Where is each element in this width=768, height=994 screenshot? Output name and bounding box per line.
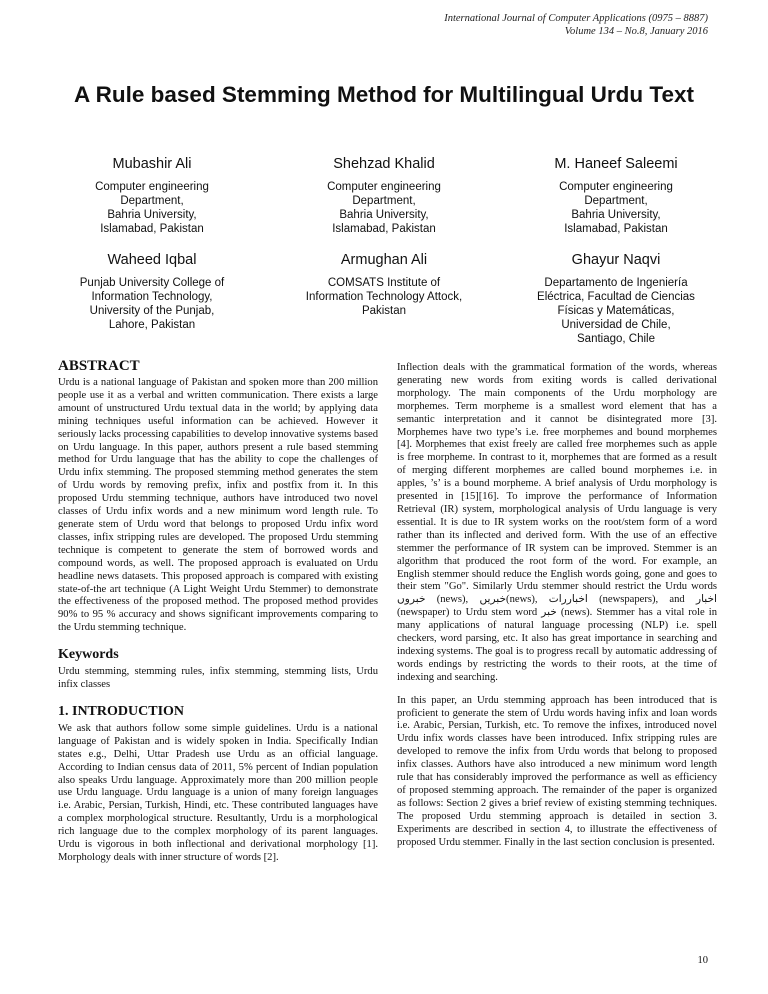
- author-block-6: [510, 252, 722, 346]
- running-header: [288, 12, 708, 38]
- volume-line: Volume 134 – No.8, January 2016: [564, 26, 708, 37]
- affiliation-line: Departamento de Ingeniería: [544, 277, 688, 289]
- affiliation-line: COMSATS Institute of: [327, 277, 441, 289]
- author-affiliation: [510, 180, 722, 236]
- affiliation-line: Universidad de Chile,: [561, 319, 671, 331]
- author-name: M. Haneef Saleemi: [554, 156, 678, 172]
- body-paragraph: Inflection deals with the grammatical formation of the words, whereas generating new words from exiting words is called derivational morphology. The main components of the Urdu morphology are morphemes. Term morpheme is a smallest word element that has a semantic interpretation and it cannot be disintegrated more [3]. Morphemes have two type’s i.e. free morphemes and bound morphemes [4]. Morphemes that exist freely are called free morphemes such as apple is free morpheme. In contrast to it, morphemes that are formed as a result of merging different morphemes are called bound morphemes i.e. in apples, ’s’ is a bound morpheme. A brief analysis of Urdu morphology is presented in [15][16]. To improve the performance of Information Retrieval (IR) system, morphological analysis of Urdu language is very essential. It is due to IR system works on the root/stem form of a word rather than its inflected and derived form. With the use of an effective stemmer the performance of IR system can be improved. Stemmer is an algorithm that produced the root form of the word. For example, an English stemmer should reduce the English words going, gone and goes to their stem "Go". Similarly Urdu stemmer should restrict the Urdu words خبروں (news), خبریں(news), اخباررات (newspapers), and اخبار (newspaper) to Urdu stem word خبر (news). Stemmer has a vital role in many applications of natural language processing (NLP) i.e. spell checkers, word parsing, etc. It also has great importance in searching and indexing systems. The goal is to progress recall by automatic addressing of words endings by restricting the words to their roots, at the time of indexing and searching.: [397, 362, 717, 683]
- author-block-4: [46, 252, 258, 332]
- author-name: Ghayur Naqvi: [571, 252, 661, 268]
- page-number: 10: [697, 955, 708, 966]
- affiliation-line: Computer engineering: [95, 181, 209, 193]
- affiliation-line: Information Technology,: [91, 291, 213, 303]
- affiliation-line: Punjab University College of: [79, 277, 225, 289]
- introduction-text: We ask that authors follow some simple guidelines. Urdu is a national language of Pakistan and is widely spoken in India. Specifically Indian states e.g., Delhi, Uttar Pradesh use Urdu as an official language. According to Indian census data of 2011, 5% percent of Indian population also speaks Urdu language. Approximately more than 200 million people use Urdu language. Urdu language is a union of many foreign languages i.e. Arabic, Persian, Turkish, Hindi, etc. These contributed languages have a complex morphological structure. Resultantly, Urdu is a morphological rich language due to the complex morphology of its parent languages. Urdu is vigorous in both inflectional and derivational morphology [1]. Morphology deals with inner structure of words [2].: [58, 722, 378, 863]
- affiliation-line: Pakistan: [361, 305, 407, 317]
- abstract-heading: ABSTRACT: [58, 358, 140, 374]
- abstract-text: Urdu is a national language of Pakistan and spoken more than 200 million people use it as a verbal and written communication. There exists a large amount of unstructured Urdu textual data in the world; by applying data mining techniques useful information can be achieved. However it seriously lacks processing capabilities to develop innovative systems based on Urdu language. In this paper, authors present a rule based stemming method for Urdu language that has the ability to cope the challenges of Urdu infix stemming. The proposed stemming method generates the stem of Urdu words by removing prefix, infix and postfix from it. In this proposed Urdu stemming technique, authors have introduced two novel classes of Urdu infix words and a new minimum word length rule. To generate stem of Urdu word that belongs to proposed Urdu infix word classes, infix stripping rules are developed. The proposed Urdu stemming technique is competent to generate the stem of borrowed words and compound words, as well. The proposed approach is evaluated on Urdu headline news datasets. This proposed approach is compared with existing state-of-the art technique (A Light Weight Urdu Stemmer) to demonstrate the effectiveness of the proposed method. The proposed method provides 90% to 95 % accuracy and shows significant improvements comparing to the Urdu stemming technique.: [58, 377, 378, 634]
- introduction-heading: 1. INTRODUCTION: [58, 703, 185, 719]
- author-affiliation: [278, 180, 490, 236]
- author-name: Waheed Iqbal: [107, 252, 197, 268]
- left-column: [58, 358, 378, 875]
- affiliation-line: University of the Punjab,: [89, 305, 215, 317]
- author-block-5: [278, 252, 490, 318]
- author-name: Shehzad Khalid: [333, 156, 435, 172]
- affiliation-line: Islamabad, Pakistan: [564, 223, 668, 235]
- affiliation-line: Information Technology Attock,: [305, 291, 463, 303]
- author-affiliation: [46, 180, 258, 236]
- affiliation-line: Computer engineering: [327, 181, 441, 193]
- affiliation-line: Físicas y Matemáticas,: [557, 305, 675, 317]
- author-block-2: [278, 156, 490, 236]
- affiliation-line: Bahria University,: [339, 209, 429, 221]
- affiliation-line: Lahore, Pakistan: [108, 319, 196, 331]
- author-name: Armughan Ali: [340, 252, 428, 268]
- right-column: [397, 362, 717, 860]
- keywords-heading: Keywords: [58, 647, 119, 663]
- affiliation-line: Santiago, Chile: [577, 333, 655, 345]
- author-affiliation: [278, 276, 490, 318]
- author-affiliation: [46, 276, 258, 332]
- affiliation-line: Department,: [120, 195, 184, 207]
- affiliation-line: Bahria University,: [107, 209, 197, 221]
- author-block-1: [46, 156, 258, 236]
- author-block-3: [510, 156, 722, 236]
- affiliation-line: Islamabad, Pakistan: [100, 223, 204, 235]
- affiliation-line: Department,: [584, 195, 648, 207]
- body-paragraph: In this paper, an Urdu stemming approach has been introduced that is proficient to generate the stem of Urdu words having infix and loan words i.e. Arabic, Persian, Turkish, etc. To remove the infixes, introduced novel Urdu infix words classes have been introduced. Infix stripping rules are developed to remove the infix from Urdu words that belong to proposed infix classes. Authors have also introduced a new minimum word length rule that has considerably improved the performance as well as efficiency of proposed stemming approach. The remainder of the paper is organized as follows: Section 2 gives a brief review of existing stemming techniques. The proposed Urdu stemming approach is detailed in section 3. Experiments are described in section 4, to illustrate the effectiveness of proposed Urdu stemmer. Finally in the last section conclusion is presented.: [397, 694, 717, 848]
- affiliation-line: Bahria University,: [571, 209, 661, 221]
- affiliation-line: Computer engineering: [559, 181, 673, 193]
- affiliation-line: Eléctrica, Facultad de Ciencias: [537, 291, 695, 303]
- keywords-text: Urdu stemming, stemming rules, infix stemming, stemming lists, Urdu infix classes: [58, 666, 378, 691]
- affiliation-line: Department,: [352, 195, 416, 207]
- author-name: Mubashir Ali: [112, 156, 192, 172]
- author-affiliation: [510, 276, 722, 346]
- journal-line: International Journal of Computer Applications (0975 – 8887): [444, 13, 708, 24]
- paper-title: A Rule based Stemming Method for Multilingual Urdu Text: [73, 82, 694, 107]
- affiliation-line: Islamabad, Pakistan: [332, 223, 436, 235]
